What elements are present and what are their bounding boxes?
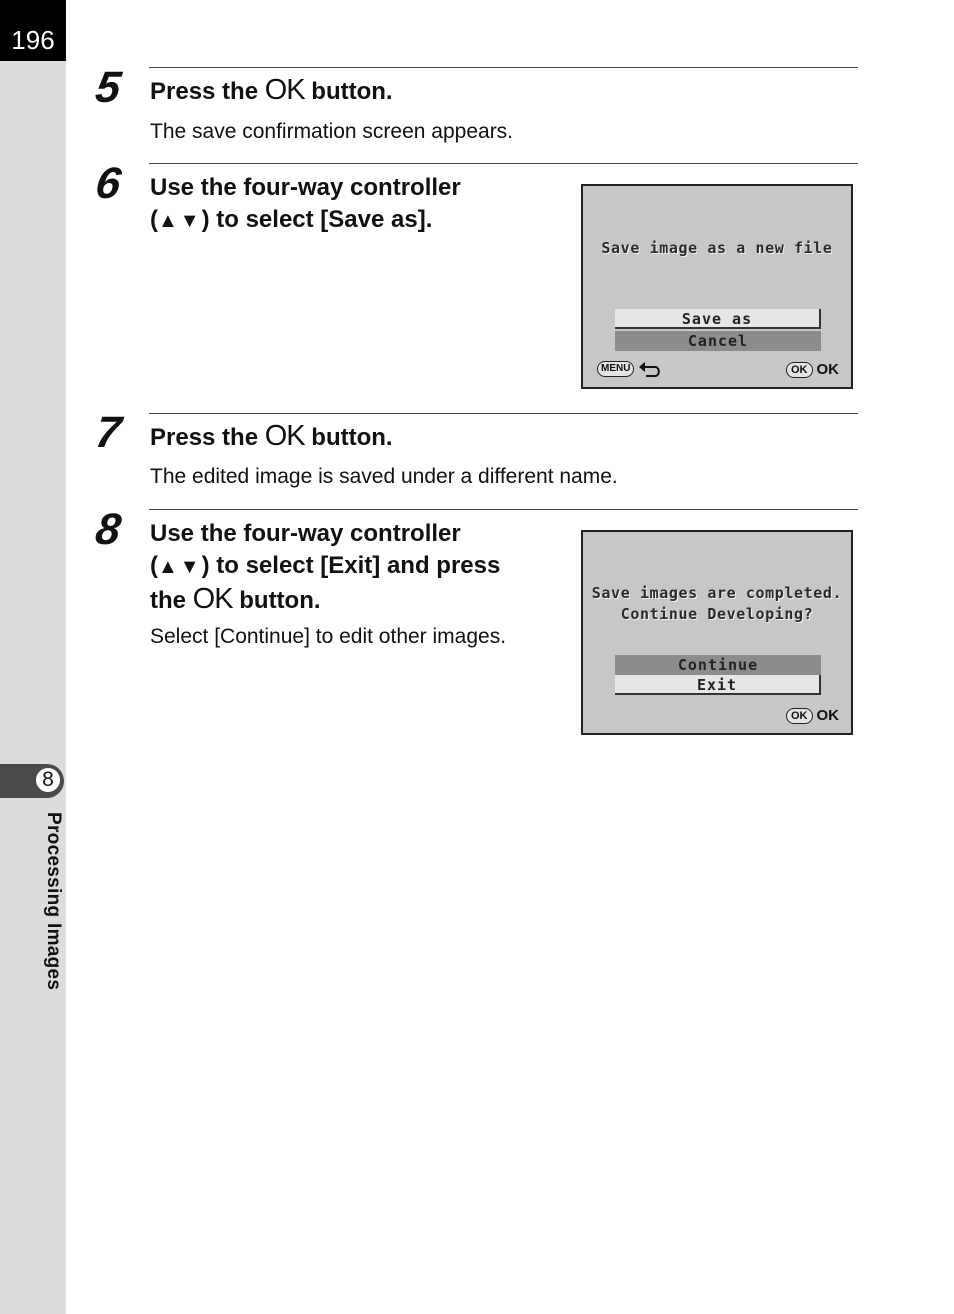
step-body: The save confirmation screen appears. <box>150 120 514 143</box>
camera-screen-save-confirm <box>581 184 853 389</box>
chapter-title: Processing Images <box>43 812 64 991</box>
screen-message: Save image as a new file <box>601 239 833 257</box>
back-arrow-icon <box>638 361 664 377</box>
ok-badge: OK <box>786 708 813 724</box>
heading-text: button. <box>232 587 321 614</box>
heading-text: ) to select [Exit] and press <box>201 552 501 579</box>
step-divider <box>149 413 858 414</box>
heading-text: ( <box>150 206 158 233</box>
step-divider <box>149 67 858 68</box>
heading-text: ( <box>150 552 158 579</box>
ok-label: OK <box>816 361 839 378</box>
side-band <box>0 0 66 1314</box>
step-heading <box>150 74 393 108</box>
heading-line: Use the four-way controller <box>150 520 461 547</box>
heading-text: button. <box>304 424 393 451</box>
ok-badge: OK <box>786 362 813 378</box>
heading-text: Press the <box>150 424 265 451</box>
step-body: The edited image is saved under a different name. <box>150 465 618 488</box>
page-number: 196 <box>0 0 66 61</box>
up-down-arrows-icon: ▲▼ <box>158 556 202 578</box>
step-heading <box>150 420 393 454</box>
ok-button-glyph: OK <box>264 74 305 106</box>
menu-back-control <box>597 361 664 377</box>
heading-line <box>150 583 500 617</box>
step-divider <box>149 163 858 164</box>
heading-text: Press the <box>150 78 265 105</box>
option-exit[interactable]: Exit <box>615 675 821 695</box>
camera-screen-continue <box>581 530 853 735</box>
screen-message-line: Continue Developing? <box>620 605 814 623</box>
up-down-arrows-icon: ▲▼ <box>158 210 202 232</box>
step-heading <box>150 172 461 237</box>
step-number: 5 <box>92 63 124 112</box>
step-number: 8 <box>92 505 124 554</box>
screen-message-line: Save images are completed. <box>591 584 843 602</box>
heading-text: button. <box>304 78 393 105</box>
ok-label: OK <box>816 707 839 724</box>
heading-text: the <box>150 587 193 614</box>
heading-line <box>150 204 461 237</box>
step-heading <box>150 518 500 617</box>
step-divider <box>149 509 858 510</box>
menu-badge: MENU <box>597 361 634 377</box>
option-save-as[interactable]: Save as <box>615 309 821 329</box>
ok-button-glyph: OK <box>264 420 305 452</box>
option-continue[interactable]: Continue <box>615 655 821 675</box>
heading-line: Use the four-way controller <box>150 174 461 201</box>
ok-control <box>786 707 839 724</box>
heading-line <box>150 550 500 583</box>
step-number: 6 <box>92 159 124 208</box>
heading-text: ) to select [Save as]. <box>201 206 433 233</box>
option-cancel[interactable]: Cancel <box>615 331 821 351</box>
ok-button-glyph: OK <box>192 583 233 615</box>
ok-control <box>786 361 839 378</box>
step-number: 7 <box>92 408 124 457</box>
chapter-number: 8 <box>34 766 62 794</box>
step-body: Select [Continue] to edit other images. <box>150 625 507 648</box>
